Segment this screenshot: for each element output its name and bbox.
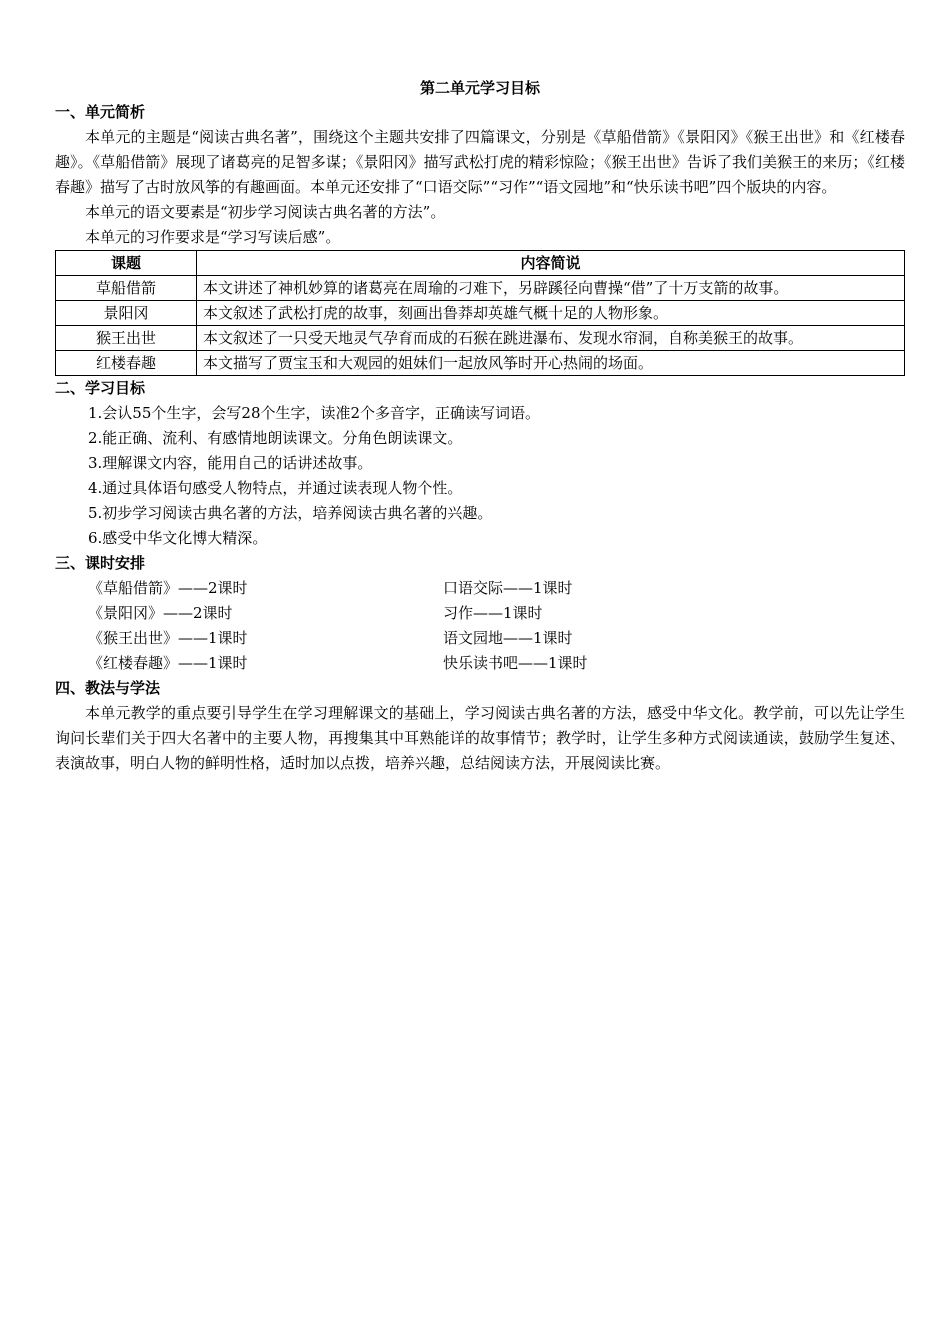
document-title: 第二单元学习目标: [419, 79, 540, 97]
table-cell-lesson: 红楼春趣: [56, 351, 197, 376]
schedule-item: 口语交际——1课时: [443, 579, 573, 597]
section-heading-schedule: 三、课时安排: [55, 554, 146, 572]
learning-goal-item: 5.初步学习阅读古典名著的方法，培养阅读古典名著的兴趣。: [88, 504, 493, 522]
schedule-item: 《草船借箭》——2课时: [88, 579, 248, 597]
schedule-item: 快乐读书吧——1课时: [443, 654, 588, 672]
unit-analysis-paragraph: 本单元的主题是“阅读古典名著”，围绕这个主题共安排了四篇课文，分别是《草船借箭》《景阳冈》《猴王出世》和《红楼春趣》。《草船借箭》展现了诸葛亮的足智多谋；《景阳冈》描写武松打虎的精彩惊险；《猴王出世》告诉了我们美猴王的来历；《红楼春趣》描写了古时放风筝的有趣画面。本单元还安排了“口语交际”“习作”“语文园地”和“快乐读书吧”四个版块的内容。: [55, 128, 905, 196]
table-cell-summary: 本文讲述了神机妙算的诸葛亮在周瑜的刁难下，另辟蹊径向曹操“借”了十万支箭的故事。: [197, 276, 905, 301]
learning-goal-item: 3.理解课文内容，能用自己的话讲述故事。: [88, 454, 373, 472]
section-heading-methods: 四、教法与学法: [55, 679, 161, 697]
table-cell-lesson: 草船借箭: [56, 276, 197, 301]
table-cell-summary: 本文叙述了一只受天地灵气孕育而成的石猴在跳进瀑布、发现水帘洞，自称美猴王的故事。: [197, 326, 905, 351]
writing-requirement-paragraph: 本单元的习作要求是“学习写读后感”。: [85, 228, 341, 246]
section-heading-learning-goals: 二、学习目标: [55, 379, 146, 397]
lesson-schedule: [55, 576, 905, 676]
language-element-paragraph: 本单元的语文要素是“初步学习阅读古典名著的方法”。: [85, 203, 446, 221]
table-cell-lesson: 猴王出世: [56, 326, 197, 351]
table-cell-lesson: 景阳冈: [56, 301, 197, 326]
table-header-row: [56, 251, 905, 276]
schedule-item: 《红楼春趣》——1课时: [88, 654, 248, 672]
table-header-summary: 内容简说: [197, 251, 905, 276]
learning-goal-item: 6.感受中华文化博大精深。: [88, 529, 268, 547]
document-page: [55, 76, 905, 776]
table-row: [56, 276, 905, 301]
methods-paragraph: 本单元教学的重点要引导学生在学习理解课文的基础上，学习阅读古典名著的方法，感受中华文化。教学前，可以先让学生询问长辈们关于四大名著中的主要人物，再搜集其中耳熟能详的故事情节；教学时，让学生多种方式阅读通读，鼓励学生复述、表演故事，明白人物的鲜明性格，适时加以点拨，培养兴趣，总结阅读方法，开展阅读比赛。: [55, 704, 905, 772]
lesson-summary-table: [55, 250, 905, 376]
learning-goal-item: 1.会认55个生字，会写28个生字，读准2个多音字，正确读写词语。: [88, 404, 541, 422]
table-cell-summary: 本文叙述了武松打虎的故事，刻画出鲁莽却英雄气概十足的人物形象。: [197, 301, 905, 326]
learning-goal-item: 2.能正确、流利、有感情地朗读课文。分角色朗读课文。: [88, 429, 463, 447]
table-cell-summary: 本文描写了贾宝玉和大观园的姐妹们一起放风筝时开心热闹的场面。: [197, 351, 905, 376]
section-heading-unit-analysis: 一、单元简析: [55, 103, 146, 121]
table-row: [56, 351, 905, 376]
table-header-lesson: 课题: [56, 251, 197, 276]
learning-goal-item: 4.通过具体语句感受人物特点，并通过读表现人物个性。: [88, 479, 463, 497]
schedule-item: 习作——1课时: [443, 604, 543, 622]
table-row: [56, 326, 905, 351]
schedule-item: 语文园地——1课时: [443, 629, 573, 647]
table-row: [56, 301, 905, 326]
schedule-item: 《景阳冈》——2课时: [88, 604, 233, 622]
schedule-item: 《猴王出世》——1课时: [88, 629, 248, 647]
